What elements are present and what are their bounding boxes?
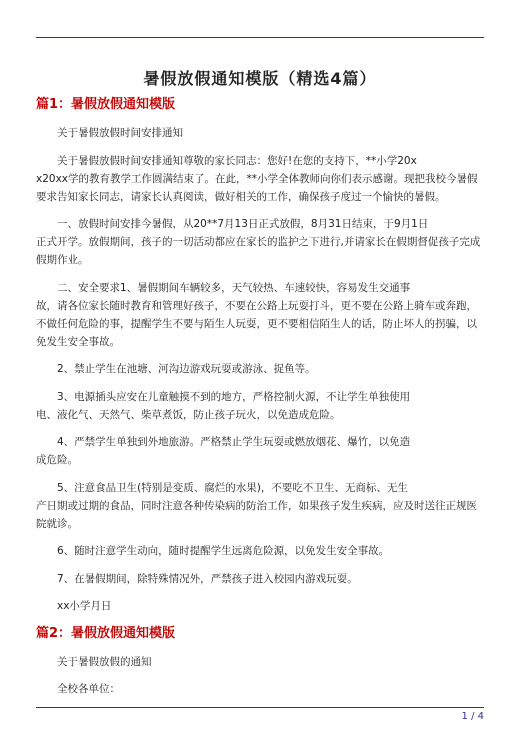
paragraph: 4、严禁学生单独到外地旅游。严格禁止学生玩耍或燃放烟花、爆竹，以免造 成危险。 [36,436,411,466]
paragraph: 关于暑假放假时间安排通知 [57,127,183,139]
paragraph: 3、电源插头应安在儿童触摸不到的地方，严格控制火源，不让学生单独使用 电、液化气、天然气、柴草煮饭，防止孩子玩火，以免造成危险。 [36,390,411,421]
section-heading: 篇1：暑假放假通知模版 [36,97,176,112]
paragraph: 5、注意食品卫生(特别是变质、腐烂的水果)，不要吃不卫生、无商标、无生 产日期或过期的食品，同时注意各种传染病的防治工作，如果孩子发生疾病，应及时送往正规医院就诊。 [36,481,477,530]
document-title: 暑假放假通知模版（精选4篇） [143,69,377,88]
page-number: 1 / 4 [461,711,484,722]
header-rule [36,37,484,38]
document-body [36,96,484,708]
paragraph: 关于暑假放假时间安排通知尊敬的家长同志：您好!在您的支持下，**小学20x x20xx学的教育教学工作圆满结束了。在此，**小学全体教师向你们表示感谢。现把我校今暑假要求告知家长同志，请家长认真阅读，做好相关的工作，确保孩子度过一个愉快的暑假。 [36,154,478,203]
section-heading: 篇2：暑假放假通知模版 [36,625,176,641]
paragraph: 6、随时注意学生动向，随时提醒学生远离危险源，以免发生安全事故。 [57,545,390,557]
signature-line: xx小学月日 [57,600,112,612]
footer-rule [36,707,484,708]
paragraph: 7、在暑假期间，除特殊情况外，严禁孩子进入校园内游戏玩耍。 [57,572,358,585]
paragraph: 一、放假时间安排今暑假，从20**7月13日正式放假，8月31日结束，于9月1日 正式开学。放假期间，孩子的一切活动都应在家长的监护之下进行,并请家长在假期督促孩子完成假期作业。 [36,218,481,266]
paragraph: 2、禁止学生在池塘、河沟边游戏玩耍或游泳、捉鱼等。 [57,363,316,375]
paragraph: 关于暑假放假的通知 [57,655,152,668]
paragraph: 二、安全要求1、暑假期间车辆较多，天气较热、车速较快，容易发生交通事 故，请各位家长随时教育和管理好孩子，不要在公路上玩耍打斗，更不要在公路上骑车或奔跑，不做任何危险的事，提醒学生不要与陌生人玩耍，更不要相信陌生人的话，防止坏人的拐骗，以免发生安全事故。 [36,281,477,348]
paragraph: 全校各单位： [57,683,120,695]
